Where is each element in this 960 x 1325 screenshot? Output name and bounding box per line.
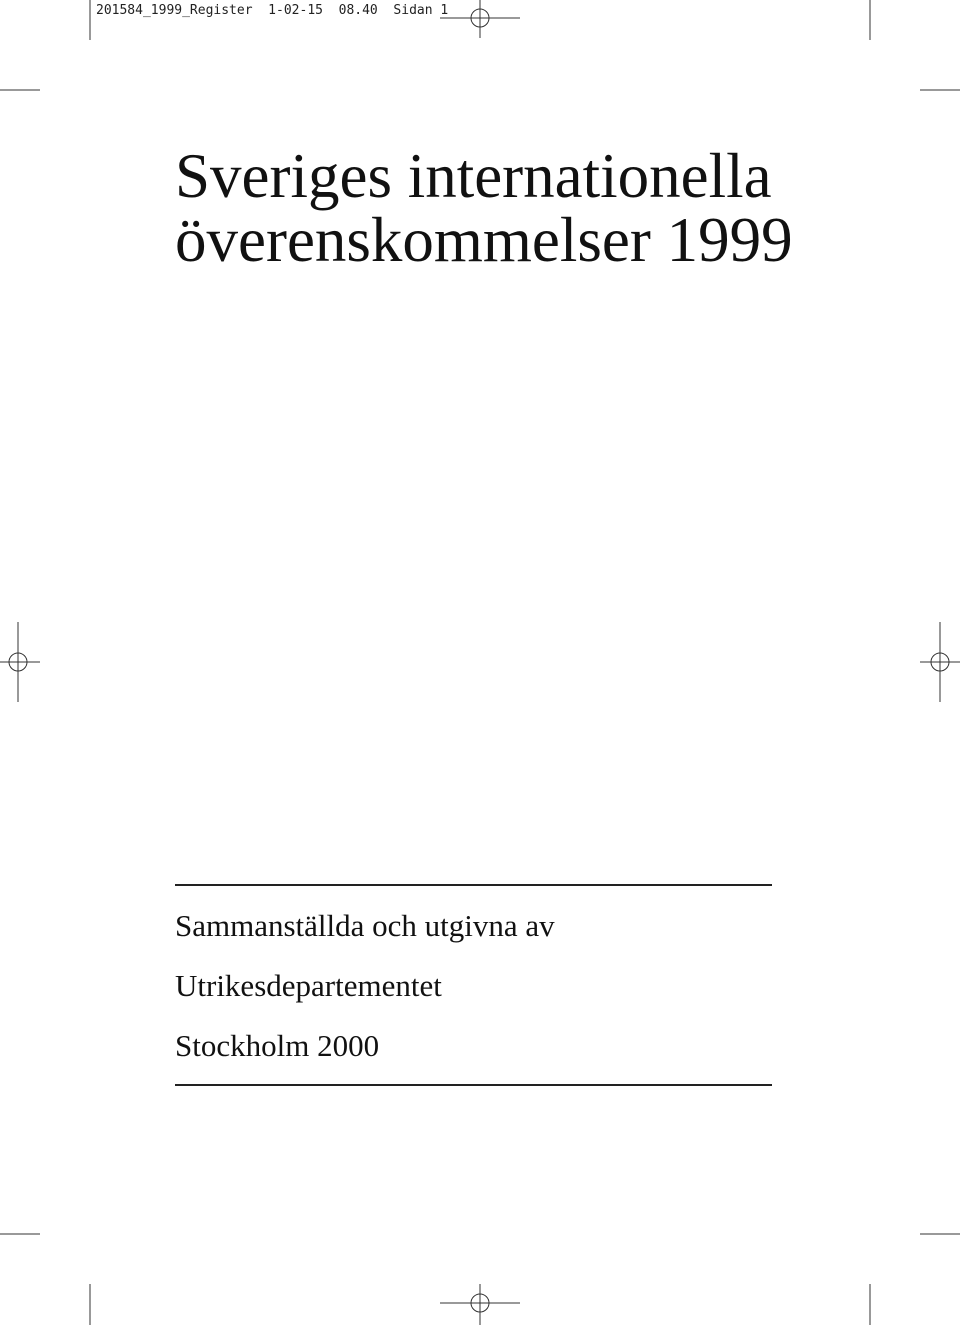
crop-mark-bottom-left: [0, 1234, 90, 1325]
registration-mark-bottom: [440, 1284, 520, 1325]
publisher-text: Utrikesdepartementet: [175, 968, 442, 1003]
registration-mark-left: [0, 622, 40, 702]
crop-mark-top-right: [870, 0, 960, 90]
title-line-2: överenskommelser 1999: [175, 205, 793, 275]
print-slug: 201584_1999_Register 1-02-15 08.40 Sidan 1: [96, 3, 449, 18]
crop-mark-bottom-right: [870, 1234, 960, 1325]
title-line-1: Sveriges internationella: [175, 141, 772, 211]
crop-mark-top-left: [0, 0, 90, 90]
registration-mark-top: [440, 0, 520, 38]
place-year-text: Stockholm 2000: [175, 1028, 380, 1063]
registration-mark-right: [920, 622, 960, 702]
compiled-by-text: Sammanställda och utgivna av: [175, 908, 555, 943]
